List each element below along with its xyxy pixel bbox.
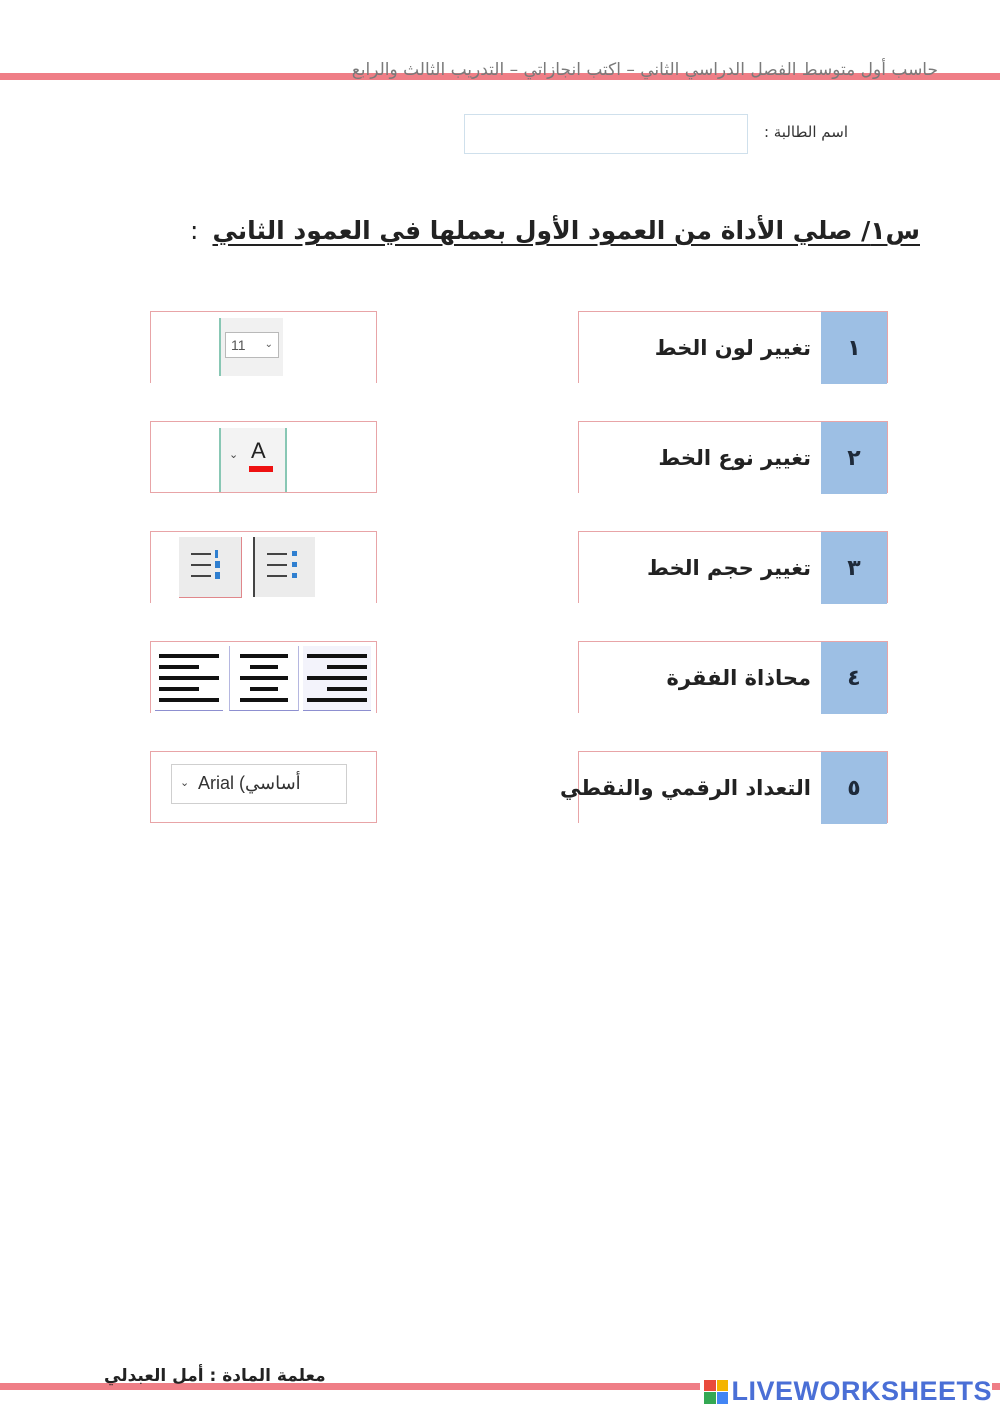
logo-grid-icon [704,1380,728,1404]
definition-label: التعداد الرقمي والنقطي [560,776,811,800]
definition-item-5[interactable] [560,751,888,823]
font-size-value: 11 [231,337,246,353]
definition-number: ٢ [821,422,887,494]
definition-number: ١ [821,312,887,384]
definition-number: ٥ [821,752,887,824]
definition-item-2[interactable] [578,421,888,493]
definition-label: تغيير حجم الخط [646,556,811,580]
chevron-down-icon: ⌄ [180,776,190,789]
question-colon: : [190,216,199,245]
student-name-label: اسم الطالبة : [763,123,848,141]
question-text: س١/ صلي الأداة من العمود الأول بعملها في العمود الثاني [212,216,920,245]
question-title [190,216,920,245]
definition-number: ٤ [821,642,887,714]
definition-item-3[interactable] [578,531,888,603]
tool-item-font-color[interactable] [150,421,377,493]
definition-label: محاذاة الفقرة [666,666,811,690]
definition-label: تغيير نوع الخط [658,446,811,470]
liveworksheets-logo[interactable] [700,1376,992,1407]
chevron-down-icon: ⌄ [264,339,273,350]
font-size-dropdown-icon [219,318,283,376]
font-color-swatch [249,466,273,472]
align-right-icon [303,646,371,711]
tool-item-font-size[interactable] [150,311,377,383]
tool-item-font-name[interactable] [150,751,377,823]
student-name-input[interactable] [464,114,748,154]
font-name-value: Arial (أساسي [198,773,301,793]
align-left-icon [155,646,223,711]
tool-item-lists[interactable] [150,531,377,603]
definition-item-4[interactable] [578,641,888,713]
brand-name: LIVEWORKSHEETS [731,1376,992,1406]
align-center-icon [229,646,299,711]
definition-item-1[interactable] [578,311,888,383]
bullet-list-icon [253,537,315,597]
numbering-list-icon [179,537,242,598]
font-color-icon [219,428,287,492]
definition-number: ٣ [821,532,887,604]
font-name-dropdown-icon [171,764,347,804]
definition-label: تغيير لون الخط [654,336,811,360]
chevron-down-icon: ⌄ [229,448,239,461]
header-title: حاسب أول متوسط الفصل الدراسي الثاني – اكتب انجازاتي – التدريب الثالث والرابع [351,60,938,80]
font-size-field [225,332,279,358]
font-color-letter: A [251,438,266,463]
teacher-name: معلمة المادة : أمل العبدلي [104,1366,326,1386]
tool-item-alignment[interactable] [150,641,377,713]
